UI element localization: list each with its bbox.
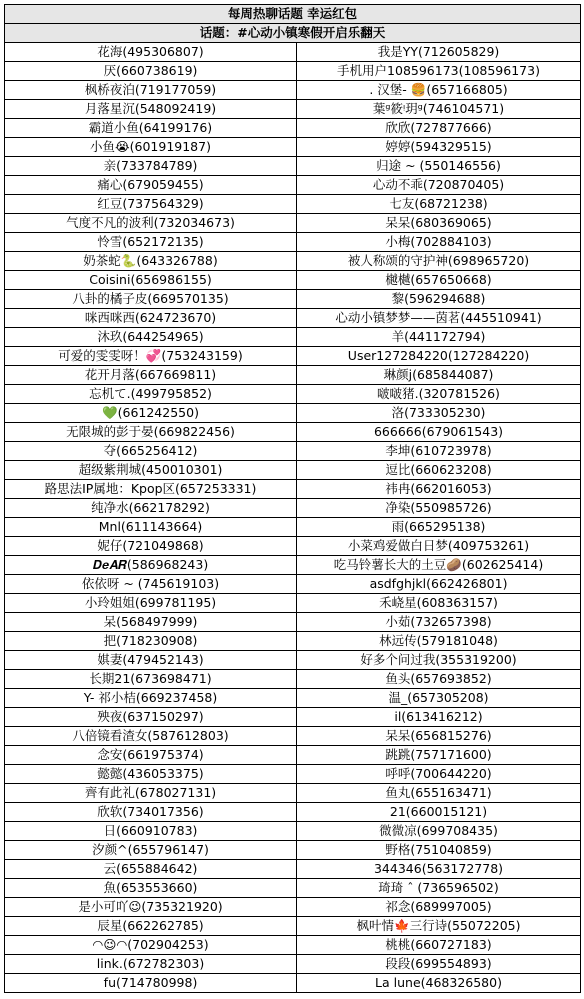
participant-left-cell: 忘机て.(499795852) — [5, 385, 297, 404]
participant-left-cell: 气度不凡的波利(732034673) — [5, 214, 297, 233]
participant-right-cell: 禾峣星(608363157) — [297, 594, 581, 613]
participant-right-cell: 琳颜j(685844087) — [297, 366, 581, 385]
table-row — [5, 252, 581, 271]
participant-right-cell: asdfghjkl(662426801) — [297, 575, 581, 594]
table-row — [5, 119, 581, 138]
table-row — [5, 347, 581, 366]
participant-left-cell: 纯净水(662178292) — [5, 499, 297, 518]
table-row — [5, 138, 581, 157]
participant-right-cell: 逗比(660623208) — [297, 461, 581, 480]
participant-right-cell: 林远传(579181048) — [297, 632, 581, 651]
table-row — [5, 423, 581, 442]
participant-right-cell: 温_(657305208) — [297, 689, 581, 708]
participant-left-cell: 亲(733784789) — [5, 157, 297, 176]
participant-left-cell: 路思法IP属地：Kpop区(657253331) — [5, 480, 297, 499]
participant-left-cell: 花开月落(667669811) — [5, 366, 297, 385]
participant-left-cell: 辰星(662262785) — [5, 917, 297, 936]
participant-right-cell: 344346(563172778) — [297, 860, 581, 879]
participant-right-cell: 跳跳(757171600) — [297, 746, 581, 765]
participant-left-cell: 云(655884642) — [5, 860, 297, 879]
participant-left-cell: 沐玖(644254965) — [5, 328, 297, 347]
table-row — [5, 974, 581, 993]
table-row — [5, 917, 581, 936]
participant-left-cell: 花海(495306807) — [5, 43, 297, 62]
table-row — [5, 822, 581, 841]
participant-right-cell: 枫叶情🍁三行诗(55072205) — [297, 917, 581, 936]
participant-left-cell: 依依呀 ~ (745619103) — [5, 575, 297, 594]
topic-row — [5, 24, 581, 43]
participant-right-cell: 葉ᵍ筱ᵎ玥ᵍ(746104571) — [297, 100, 581, 119]
participant-right-cell: 洛(733305230) — [297, 404, 581, 423]
participant-left-cell: 可爱的雯雯呀！💞(753243159) — [5, 347, 297, 366]
table-row — [5, 556, 581, 575]
lucky-red-packet-table — [4, 4, 581, 993]
participant-left-cell: 𝑫𝒆𝑨𝑹(586968243) — [5, 556, 297, 575]
participant-right-cell: 雨(665295138) — [297, 518, 581, 537]
participant-right-cell: 净染(550985726) — [297, 499, 581, 518]
participant-right-cell: il(613416212) — [297, 708, 581, 727]
table-row — [5, 499, 581, 518]
participant-left-cell: 厌(660738619) — [5, 62, 297, 81]
table-row — [5, 860, 581, 879]
participant-right-cell: 微微凉(699708435) — [297, 822, 581, 841]
participant-right-cell: 小梅(702884103) — [297, 233, 581, 252]
table-row — [5, 803, 581, 822]
participant-left-cell: 长期21(673698471) — [5, 670, 297, 689]
table-row — [5, 613, 581, 632]
participant-left-cell: 魚(653553660) — [5, 879, 297, 898]
table-row — [5, 404, 581, 423]
participant-right-cell: 我是YY(712605829) — [297, 43, 581, 62]
participant-left-cell: 娸妻(479452143) — [5, 651, 297, 670]
participant-right-cell: 呆呆(680369065) — [297, 214, 581, 233]
participant-left-cell: 怜雪(652172135) — [5, 233, 297, 252]
table-row — [5, 575, 581, 594]
table-body — [5, 5, 581, 993]
participant-right-cell: 樾樾(657650668) — [297, 271, 581, 290]
participant-right-cell: 琦琦 ˆ (736596502) — [297, 879, 581, 898]
participant-right-cell: 祁念(689997005) — [297, 898, 581, 917]
participant-right-cell: 吃马铃薯长大的土豆🥔(602625414) — [297, 556, 581, 575]
participant-left-cell: Mnl(611143664) — [5, 518, 297, 537]
table-row — [5, 195, 581, 214]
table-row — [5, 765, 581, 784]
participant-right-cell: 段段(699554893) — [297, 955, 581, 974]
table-row — [5, 480, 581, 499]
participant-left-cell: 小玲姐姐(699781195) — [5, 594, 297, 613]
table-row — [5, 708, 581, 727]
sheet-topic: 话题：#心动小镇寒假开启乐翻天 — [5, 24, 581, 43]
participant-right-cell: 婷婷(594329515) — [297, 138, 581, 157]
table-row — [5, 366, 581, 385]
participant-left-cell: 把(718230908) — [5, 632, 297, 651]
table-row — [5, 746, 581, 765]
table-row — [5, 727, 581, 746]
participant-right-cell: 鱼丸(655163471) — [297, 784, 581, 803]
participant-left-cell: 小鱼😭(601919187) — [5, 138, 297, 157]
table-row — [5, 537, 581, 556]
participant-right-cell: 666666(679061543) — [297, 423, 581, 442]
participant-right-cell: 被人称颂的守护神(698965720) — [297, 252, 581, 271]
participant-right-cell: 啵啵猪.(320781526) — [297, 385, 581, 404]
table-row — [5, 290, 581, 309]
participant-right-cell: 黎(596294688) — [297, 290, 581, 309]
participant-right-cell: 21(660015121) — [297, 803, 581, 822]
participant-right-cell: 归途 ~ (550146556) — [297, 157, 581, 176]
table-row — [5, 176, 581, 195]
participant-right-cell: 李坤(610723978) — [297, 442, 581, 461]
participant-left-cell: 夺(665256412) — [5, 442, 297, 461]
participant-left-cell: 日(660910783) — [5, 822, 297, 841]
participant-left-cell: 超级紫荆城(450010301) — [5, 461, 297, 480]
participant-right-cell: 小茹(732657398) — [297, 613, 581, 632]
participant-left-cell: 痛心(679059455) — [5, 176, 297, 195]
participant-right-cell: 野格(751040859) — [297, 841, 581, 860]
table-row — [5, 233, 581, 252]
participant-left-cell: 呆(568497999) — [5, 613, 297, 632]
table-row — [5, 651, 581, 670]
table-row — [5, 328, 581, 347]
table-row — [5, 385, 581, 404]
participant-left-cell: 八卦的橘子皮(669570135) — [5, 290, 297, 309]
participant-left-cell: ◠😉◠(702904253) — [5, 936, 297, 955]
table-row — [5, 841, 581, 860]
participant-left-cell: 月落星沉(548092419) — [5, 100, 297, 119]
participant-left-cell: 欣软(734017356) — [5, 803, 297, 822]
participant-left-cell: 红豆(737564329) — [5, 195, 297, 214]
participant-left-cell: 是小可吖😉(735321920) — [5, 898, 297, 917]
table-row — [5, 594, 581, 613]
table-row — [5, 62, 581, 81]
table-row — [5, 898, 581, 917]
participant-left-cell: 💚(661242550) — [5, 404, 297, 423]
participant-right-cell: 欣欣(727877666) — [297, 119, 581, 138]
participant-left-cell: 霸道小鱼(64199176) — [5, 119, 297, 138]
participant-left-cell: 妮仔(721049868) — [5, 537, 297, 556]
table-row — [5, 271, 581, 290]
participant-left-cell: Y- 祁小桔(669237458) — [5, 689, 297, 708]
participant-left-cell: 殃夜(637150297) — [5, 708, 297, 727]
table-row — [5, 214, 581, 233]
table-row — [5, 309, 581, 328]
table-row — [5, 955, 581, 974]
participant-left-cell: fu(714780998) — [5, 974, 297, 993]
participant-left-cell: Coisini(656986155) — [5, 271, 297, 290]
participant-right-cell: 好多个问过我(355319200) — [297, 651, 581, 670]
participant-left-cell: 汐颜^(655796147) — [5, 841, 297, 860]
table-row — [5, 442, 581, 461]
table-row — [5, 157, 581, 176]
participant-right-cell: 七友(68721238) — [297, 195, 581, 214]
table-row — [5, 43, 581, 62]
participant-right-cell: 心动不乖(720870405) — [297, 176, 581, 195]
table-row — [5, 518, 581, 537]
table-row — [5, 879, 581, 898]
table-row — [5, 936, 581, 955]
participant-right-cell: 呆呆(656815276) — [297, 727, 581, 746]
table-row — [5, 784, 581, 803]
participant-right-cell: 呼呼(700644220) — [297, 765, 581, 784]
table-row — [5, 81, 581, 100]
participant-right-cell: 桃桃(660727183) — [297, 936, 581, 955]
participant-right-cell: 手机用户108596173(108596173) — [297, 62, 581, 81]
participant-left-cell: 懿懿(436053375) — [5, 765, 297, 784]
participant-right-cell: 小菜鸡爱做白日梦(409753261) — [297, 537, 581, 556]
participant-right-cell: 祎冉(662016053) — [297, 480, 581, 499]
table-row — [5, 461, 581, 480]
title-row — [5, 5, 581, 24]
sheet-title: 每周热聊话题 幸运红包 — [5, 5, 581, 24]
participant-right-cell: 鱼头(657693852) — [297, 670, 581, 689]
participant-left-cell: link.(672782303) — [5, 955, 297, 974]
participant-right-cell: User127284220(127284220) — [297, 347, 581, 366]
participant-left-cell: 念安(661975374) — [5, 746, 297, 765]
table-row — [5, 100, 581, 119]
participant-left-cell: 奶茶蛇🐍(643326788) — [5, 252, 297, 271]
participant-right-cell: 羊(441172794) — [297, 328, 581, 347]
table-row — [5, 632, 581, 651]
table-row — [5, 689, 581, 708]
participant-left-cell: 无限城的彭于晏(669822456) — [5, 423, 297, 442]
participant-left-cell: 齊有此礼(678027131) — [5, 784, 297, 803]
participant-left-cell: 咪西咪西(624723670) — [5, 309, 297, 328]
participant-right-cell: . 汉堡- 🍔(657166805) — [297, 81, 581, 100]
participant-left-cell: 八倍镜看渣女(587612803) — [5, 727, 297, 746]
table-row — [5, 670, 581, 689]
participant-right-cell: 心动小镇梦梦——茵茗(445510941) — [297, 309, 581, 328]
participant-right-cell: La lune(468326580) — [297, 974, 581, 993]
participant-left-cell: 枫桥夜泊(719177059) — [5, 81, 297, 100]
